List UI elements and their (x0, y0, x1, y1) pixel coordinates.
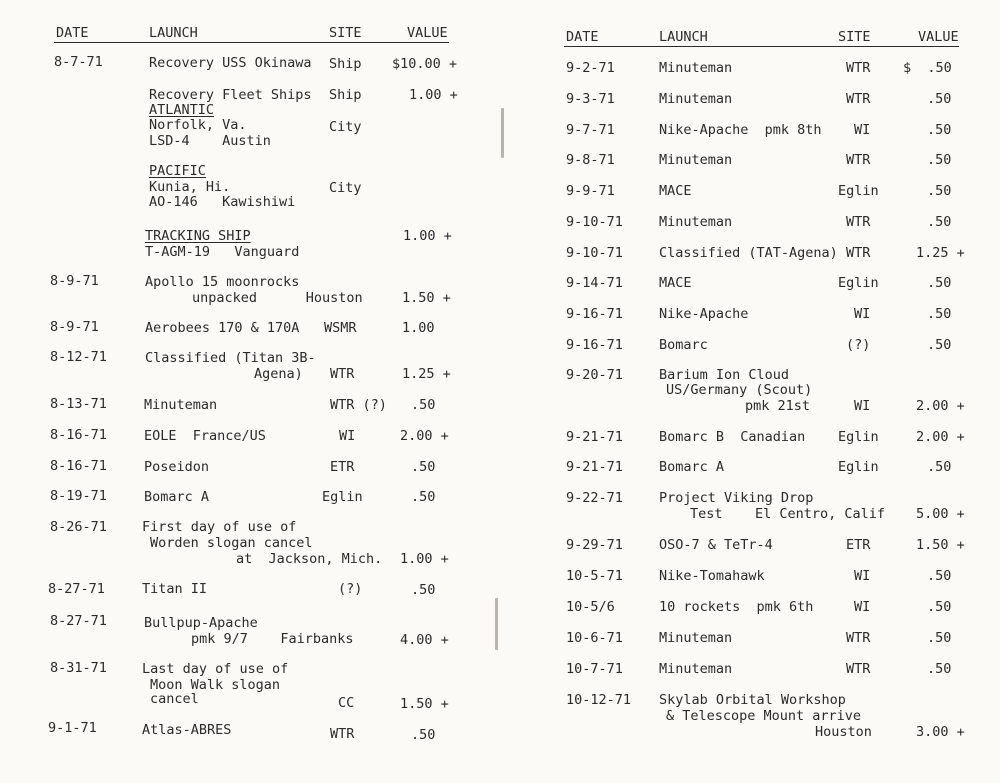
entry-site: (?) (338, 581, 363, 597)
entry-date: 10-7-71 (566, 661, 623, 677)
entry-launch: Classified (TAT-Agena) (659, 245, 838, 261)
entry-launch: Bullpup-Apache (144, 615, 258, 631)
entry-launch: First day of use of (142, 519, 297, 535)
entry-date: 8-27-71 (48, 581, 105, 597)
entry-value: 2.00 + (916, 429, 965, 445)
header-site: SITE (329, 25, 362, 41)
entry-site: WTR (846, 152, 871, 168)
entry-site: Eglin (838, 429, 879, 445)
section-heading: PACIFIC (149, 163, 206, 179)
entry-value: .50 (927, 122, 952, 138)
entry-launch: Norfolk, Va. (149, 117, 247, 133)
entry-value: .50 (927, 630, 952, 646)
entry-launch: unpacked Houston (192, 290, 363, 306)
entry-launch: Last day of use of (142, 661, 289, 677)
entry-date: 8-19-71 (50, 488, 107, 504)
entry-value: 1.00 + (400, 551, 449, 567)
entry-date: 8-26-71 (50, 519, 107, 535)
entry-site: WI (854, 599, 871, 615)
entry-launch: Minuteman (144, 397, 218, 413)
entry-date: 9-3-71 (566, 91, 615, 107)
entry-date: 9-8-71 (566, 152, 615, 168)
header-launch: LAUNCH (659, 29, 708, 45)
entry-value: .50 (927, 214, 952, 230)
entry-launch: Bomarc A (144, 489, 210, 505)
entry-launch: OSO-7 & TeTr-4 (659, 537, 773, 553)
entry-value: .50 (927, 459, 952, 475)
entry-launch: LSD-4 Austin (149, 133, 271, 149)
entry-value: .50 (927, 306, 952, 322)
entry-date: 9-7-71 (566, 122, 615, 138)
entry-launch: Atlas-ABRES (142, 722, 232, 738)
entry-value: .50 (927, 599, 952, 615)
entry-launch: Agena) (254, 366, 303, 382)
entry-launch: Apollo 15 moonrocks (145, 274, 300, 290)
entry-date: 8-31-71 (50, 660, 107, 676)
entry-date: 9-22-71 (566, 490, 623, 506)
entry-site: CC (338, 695, 355, 711)
entry-launch: Worden slogan cancel (150, 535, 313, 551)
entry-launch: Bomarc A (659, 459, 725, 475)
entry-site: WTR (846, 214, 871, 230)
entry-date: 9-10-71 (566, 245, 623, 261)
entry-launch: at Jackson, Mich. (236, 551, 383, 567)
entry-site: WTR (846, 661, 871, 677)
entry-site: City (329, 119, 362, 135)
entry-date: 8-16-71 (50, 458, 107, 474)
entry-value: .50 (411, 397, 436, 413)
entry-launch: MACE (659, 275, 692, 291)
entry-value: 1.00 + (409, 87, 458, 103)
entry-site: WI (854, 398, 871, 414)
entry-value: 4.00 + (400, 632, 449, 648)
entry-launch: pmk 21st (745, 398, 811, 414)
right-page (500, 0, 1000, 783)
entry-date: 10-5/6 (566, 599, 615, 615)
entry-value: .50 (927, 152, 952, 168)
entry-launch: Test El Centro, Calif (690, 506, 886, 522)
entry-date: 9-14-71 (566, 275, 623, 291)
entry-launch: Nike-Apache pmk 8th (659, 122, 822, 138)
entry-site: WTR (846, 245, 871, 261)
header-date: DATE (56, 25, 89, 41)
entry-date: 8-13-71 (50, 396, 107, 412)
entry-launch: Poseidon (144, 459, 210, 475)
header-site: SITE (838, 29, 871, 45)
entry-value: .50 (927, 568, 952, 584)
entry-value: 2.00 + (400, 428, 449, 444)
entry-value: $ .50 (903, 60, 952, 76)
entry-site: Ship (329, 56, 362, 72)
entry-date: 9-9-71 (566, 183, 615, 199)
entry-site: WI (854, 306, 871, 322)
paper-crease-mark (495, 598, 498, 650)
entry-launch: Nike-Apache (659, 306, 749, 322)
entry-date: 9-21-71 (566, 429, 623, 445)
entry-value: 1.25 + (916, 245, 965, 261)
entry-value: 3.00 + (916, 724, 965, 740)
entry-launch: Minuteman (659, 214, 733, 230)
header-value: VALUE (407, 25, 448, 41)
entry-value: .50 (927, 183, 952, 199)
entry-date: 9-29-71 (566, 537, 623, 553)
entry-site: WI (854, 122, 871, 138)
entry-value: .50 (927, 661, 952, 677)
entry-site: ETR (846, 537, 871, 553)
header-value: VALUE (918, 29, 959, 45)
entry-launch: cancel (150, 691, 199, 707)
entry-site: WSMR (324, 320, 357, 336)
entry-site: (?) (846, 337, 871, 353)
entry-launch: Bomarc B Canadian (659, 429, 806, 445)
entry-launch: AO-146 Kawishiwi (149, 194, 296, 210)
entry-launch: Aerobees 170 & 170A (145, 320, 300, 336)
entry-value: .50 (927, 337, 952, 353)
entry-launch: Barium Ion Cloud (659, 367, 790, 383)
entry-date: 9-2-71 (566, 60, 615, 76)
entry-launch: Minuteman (659, 91, 733, 107)
entry-launch: Nike-Tomahawk (659, 568, 765, 584)
entry-value: .50 (411, 459, 436, 475)
entry-date: 9-20-71 (566, 367, 623, 383)
entry-date: 9-10-71 (566, 214, 623, 230)
entry-launch: Recovery USS Okinawa (149, 55, 312, 71)
entry-value: .50 (411, 489, 436, 505)
entry-site: WTR (330, 726, 355, 742)
entry-date: 10-12-71 (566, 692, 632, 708)
entry-date: 10-6-71 (566, 630, 623, 646)
entry-value: 1.25 + (402, 366, 451, 382)
entry-date: 8-27-71 (50, 613, 107, 629)
entry-date: 9-16-71 (566, 337, 623, 353)
entry-date: 10-5-71 (566, 568, 623, 584)
entry-launch: pmk 9/7 Fairbanks (191, 631, 354, 647)
entry-site: Eglin (838, 459, 879, 475)
entry-value: 5.00 + (916, 506, 965, 522)
entry-site: WTR (846, 630, 871, 646)
entry-date: 9-1-71 (48, 720, 97, 736)
entry-launch: MACE (659, 183, 692, 199)
header-launch: LAUNCH (149, 25, 198, 41)
entry-date: 9-16-71 (566, 306, 623, 322)
entry-site: City (329, 180, 362, 196)
entry-launch: Moon Walk slogan (150, 677, 281, 693)
entry-value: .50 (927, 275, 952, 291)
entry-launch: & Telescope Mount arrive (666, 708, 862, 724)
entry-date: 9-21-71 (566, 459, 623, 475)
entry-value: 1.50 + (916, 537, 965, 553)
entry-site: WTR (?) (330, 397, 387, 413)
entry-date: 8-9-71 (50, 319, 99, 335)
entry-date: 8-7-71 (54, 54, 103, 70)
header-date: DATE (566, 29, 599, 45)
header-rule (564, 46, 959, 47)
entry-launch: Houston (815, 724, 872, 740)
entry-value: 1.50 + (400, 696, 449, 712)
entry-value: $10.00 + (392, 56, 458, 72)
entry-site: WTR (846, 91, 871, 107)
entry-value: 1.00 + (403, 228, 452, 244)
entry-site: WTR (846, 60, 871, 76)
entry-launch: EOLE France/US (144, 428, 266, 444)
entry-launch: US/Germany (Scout) (666, 382, 813, 398)
entry-launch: Minuteman (659, 661, 733, 677)
entry-site: WI (339, 428, 356, 444)
entry-launch: Minuteman (659, 60, 733, 76)
entry-launch: Kunia, Hi. (149, 179, 231, 195)
entry-value: 1.50 + (402, 290, 451, 306)
entry-value: .50 (411, 582, 436, 598)
entry-site: Eglin (838, 275, 879, 291)
entry-value: 2.00 + (916, 398, 965, 414)
entry-launch: Minuteman (659, 152, 733, 168)
entry-launch: Bomarc (659, 337, 708, 353)
entry-launch: T-AGM-19 Vanguard (145, 244, 300, 260)
section-heading: ATLANTIC (149, 102, 215, 118)
entry-value: 1.00 (402, 320, 435, 336)
entry-value: .50 (411, 727, 436, 743)
entry-site: Eglin (322, 489, 363, 505)
entry-launch: Minuteman (659, 630, 733, 646)
section-heading: TRACKING SHIP (145, 228, 251, 244)
entry-launch: Project Viking Drop (659, 490, 814, 506)
header-rule (54, 42, 449, 43)
entry-site: Eglin (838, 183, 879, 199)
entry-date: 8-12-71 (50, 349, 107, 365)
entry-value: .50 (927, 91, 952, 107)
entry-site: ETR (330, 459, 355, 475)
entry-site: WTR (330, 366, 355, 382)
entry-date: 8-16-71 (50, 427, 107, 443)
entry-site: WI (854, 568, 871, 584)
entry-date: 8-9-71 (50, 273, 99, 289)
entry-launch: Classified (Titan 3B- (145, 350, 316, 366)
entry-launch: Recovery Fleet Ships (149, 87, 312, 103)
entry-site: Ship (329, 87, 362, 103)
entry-launch: 10 rockets pmk 6th (659, 599, 814, 615)
entry-launch: Titan II (142, 581, 208, 597)
entry-launch: Skylab Orbital Workshop (659, 692, 846, 708)
